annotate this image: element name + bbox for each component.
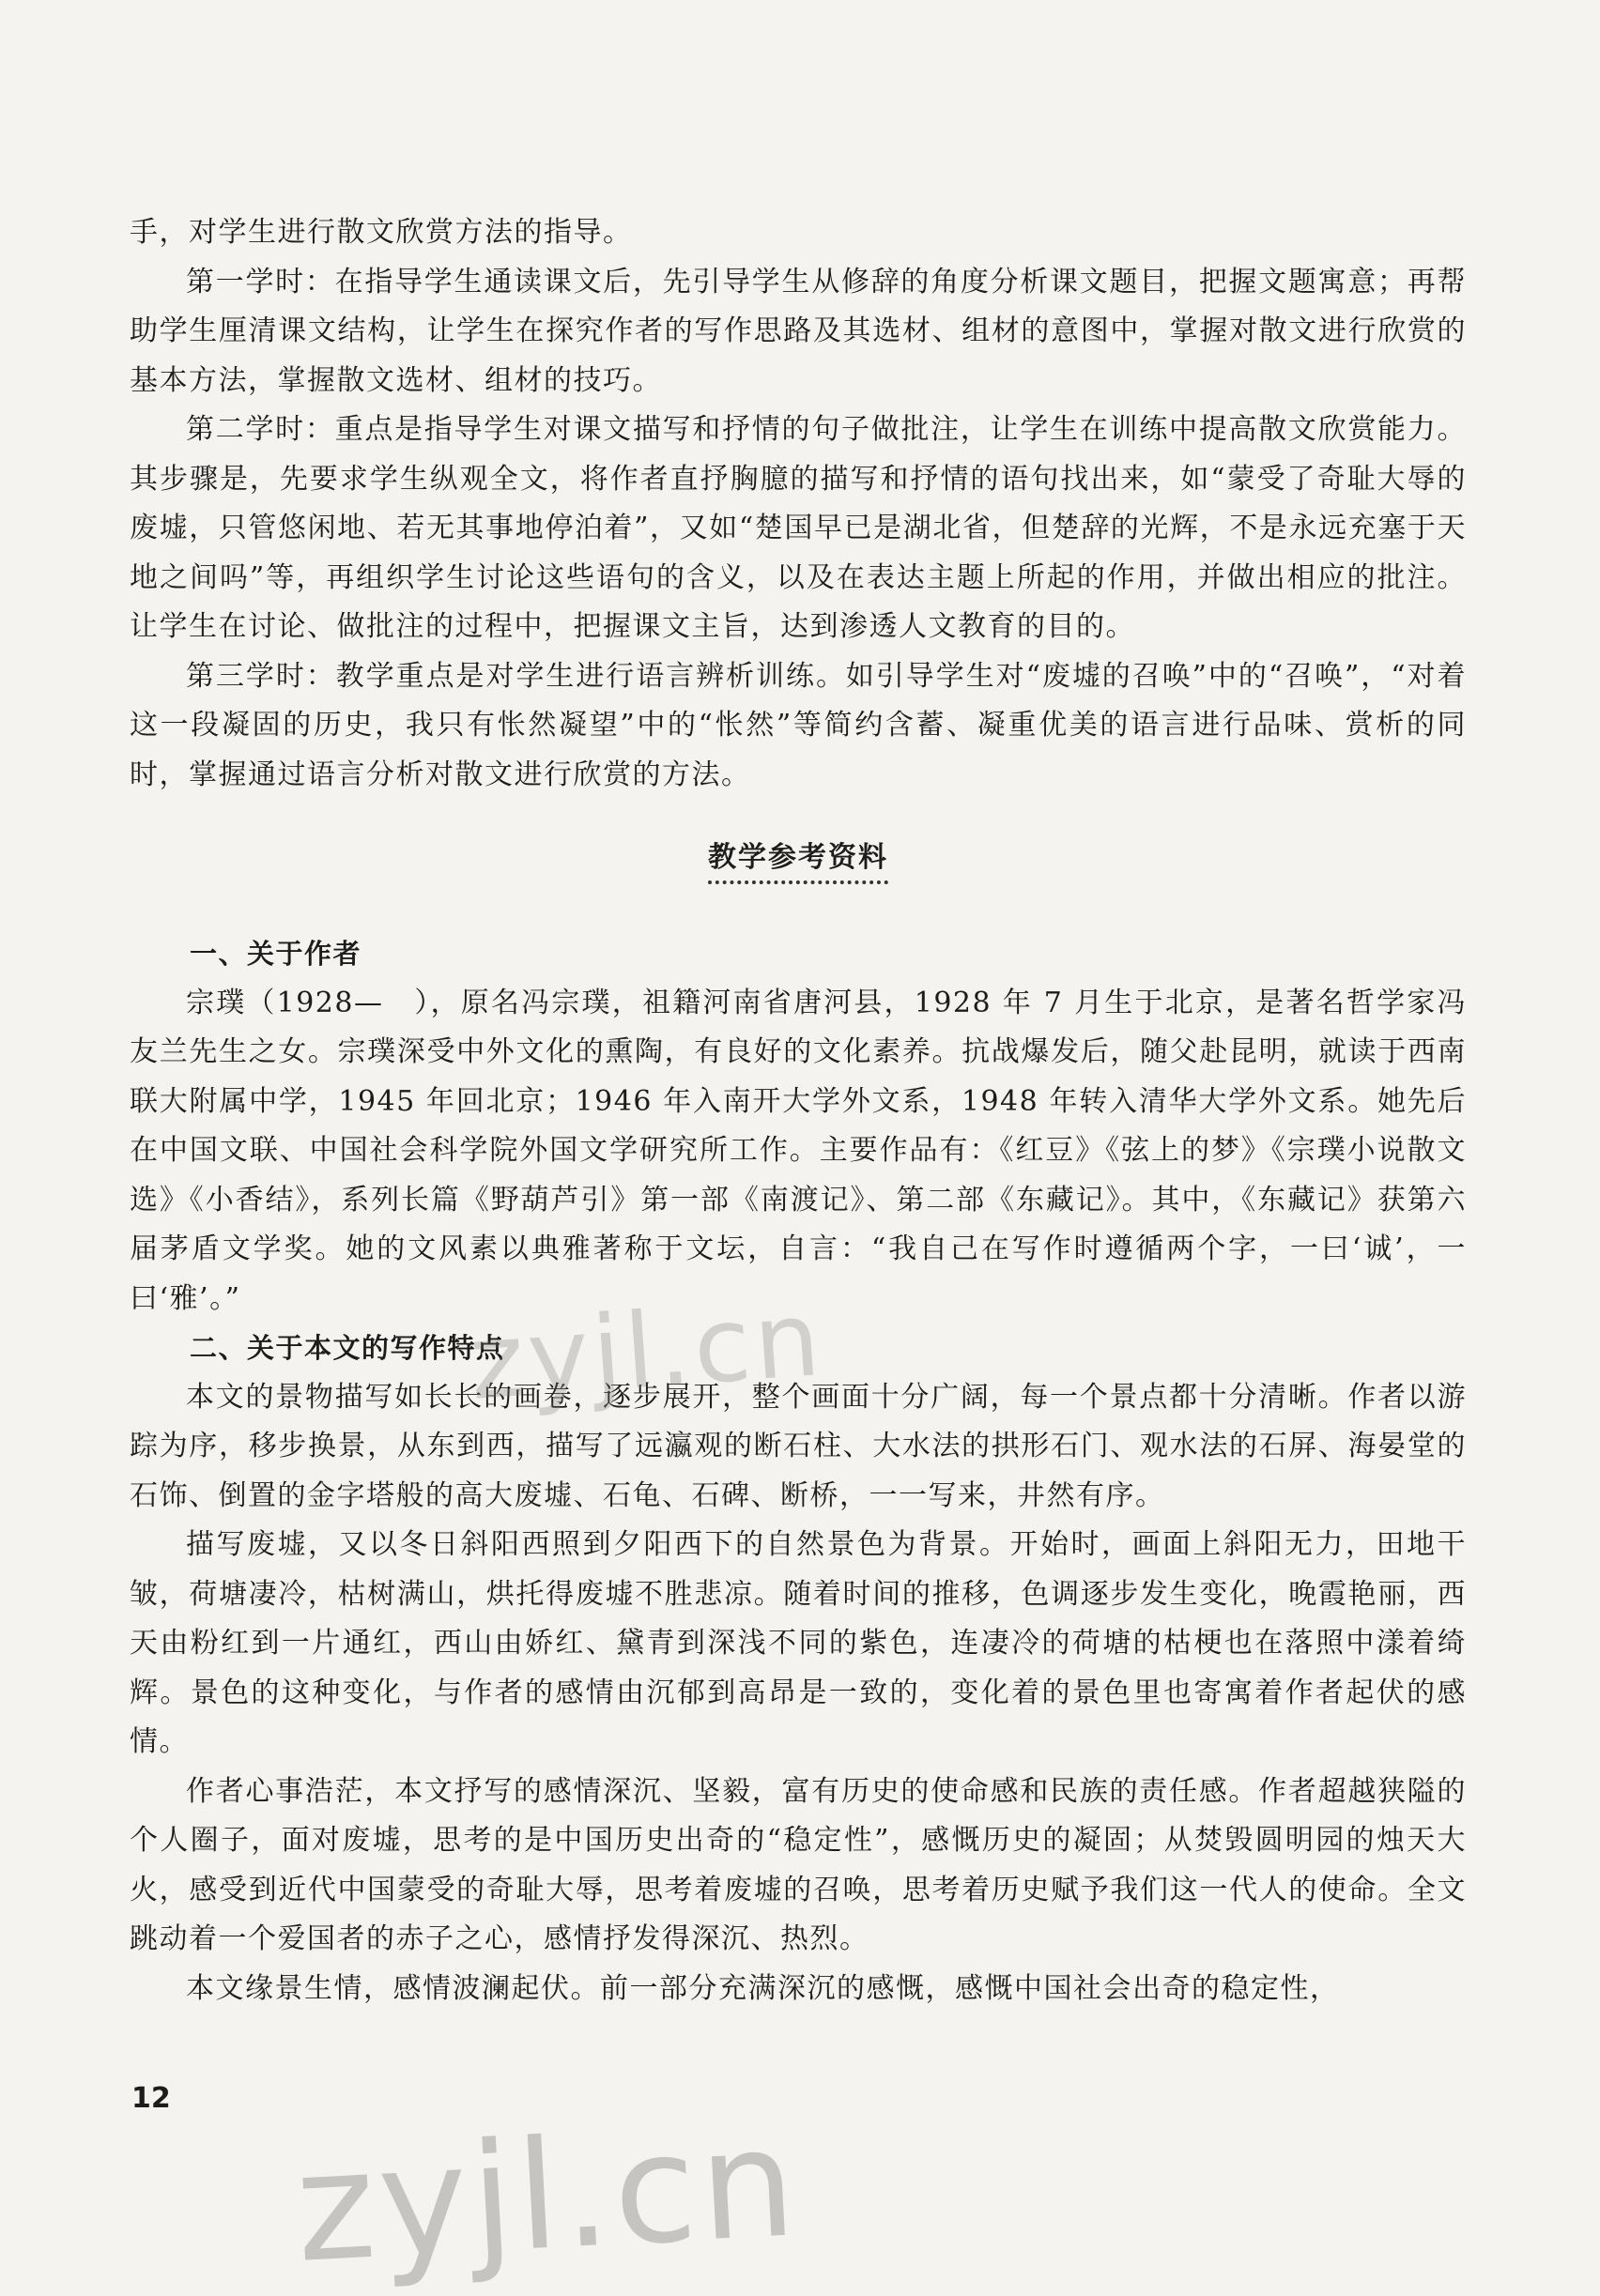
paragraph-emotion-waves: 本文缘景生情，感情波澜起伏。前一部分充满深沉的感慨，感慨中国社会出奇的稳定性， (186, 1971, 1340, 2005)
paragraph-author-bio: 宗璞（1928— ），原名冯宗璞，祖籍河南省唐河县，1928 年 7 月生于北京，是著名哲学家冯友兰先生之女。宗璞深受中外文化的熏陶，有良好的文化素养。抗战爆发后，随父赴昆明，就读于西南联大附属中学，1945 年回北京；1946 年入南开大学外文系，1948 年转入清华大学外文系。她先后在中国文联、中国社会科学院外国文学研究所工作。主要作品有：《红豆》《弦上的梦》《宗璞小说散文选》《小香结》，系列长篇《野葫芦引》第一部《南渡记》、第二部《东藏记》。其中，《东藏记》获第六届茅盾文学奖。她的文风素以典雅著称于文坛，自言：“我自己在写作时遵循两个字，一曰‘诚’，一曰‘雅’。” (130, 986, 1467, 1315)
page-content (130, 208, 1467, 2013)
paragraph-ruins-background: 描写废墟，又以冬日斜阳西照到夕阳西下的自然景色为背景。开始时，画面上斜阳无力，田地干皱，荷塘凄冷，枯树满山，烘托得废墟不胜悲凉。随着时间的推移，色调逐步发生变化，晚霞艳丽，西天由粉红到一片通红，西山由娇红、黛青到深浅不同的紫色，连凄冷的荷塘的枯梗也在落照中漾着绮辉。景色的这种变化，与作者的感情由沉郁到高昂是一致的，变化着的景色里也寄寓着作者起伏的感情。 (130, 1528, 1467, 1758)
paragraph-continued: 手，对学生进行散文欣赏方法的指导。 (130, 216, 633, 249)
paragraph-scenery: 本文的景物描写如长长的画卷，逐步展开，整个画面十分广阔，每一个景点都十分清晰。作者以游踪为序，移步换景，从东到西，描写了远瀛观的断石柱、大水法的拱形石门、观水法的石屏、海晏堂的石饰、倒置的金字塔般的高大废墟、石龟、石碑、断桥，一一写来，井然有序。 (130, 1380, 1467, 1512)
section-title-text: 教学参考资料 (708, 834, 888, 884)
subheading-writing-features: 二、关于本文的写作特点 (190, 1332, 505, 1364)
watermark-middle: zyjl.cn (465, 1278, 828, 1423)
subheading-about-author: 一、关于作者 (190, 938, 362, 970)
paragraph-first-lesson: 第一学时：在指导学生通读课文后，先引导学生从修辞的角度分析课文题目，把握文题寓意；再帮助学生厘清课文结构，让学生在探究作者的写作思路及其选材、组材的意图中，掌握对散文进行欣赏的基本方法，掌握散文选材、组材的技巧。 (130, 265, 1467, 397)
paragraph-second-lesson: 第二学时：重点是指导学生对课文描写和抒情的句子做批注，让学生在训练中提高散文欣赏能力。其步骤是，先要求学生纵观全文，将作者直抒胸臆的描写和抒情的语句找出来，如“蒙受了奇耻大辱的废墟，只管悠闲地、若无其事地停泊着”，又如“楚国早已是湖北省，但楚辞的光辉，不是永远充塞于天地之间吗”等，再组织学生讨论这些语句的含义，以及在表达主题上所起的作用，并做出相应的批注。让学生在讨论、做批注的过程中，把握课文主旨，达到渗透人文教育的目的。 (130, 413, 1467, 643)
section-title (130, 834, 1467, 884)
paragraph-third-lesson: 第三学时：教学重点是对学生进行语言辨析训练。如引导学生对“废墟的召唤”中的“召唤”，“对着这一段凝固的历史，我只有怅然凝望”中的“怅然”等简约含蓄、凝重优美的语言进行品味、赏析的同时，掌握通过语言分析对散文进行欣赏的方法。 (130, 659, 1467, 791)
watermark-bottom: zyjl.cn (291, 2094, 804, 2296)
page-number: 12 (131, 2082, 171, 2115)
paragraph-emotion: 作者心事浩茫，本文抒写的感情深沉、坚毅，富有历史的使命感和民族的责任感。作者超越狭隘的个人圈子，面对废墟，思考的是中国历史出奇的“稳定性”，感慨历史的凝固；从焚毁圆明园的烛天大火，感受到近代中国蒙受的奇耻大辱，思考着废墟的召唤，思考着历史赋予我们这一代人的使命。全文跳动着一个爱国者的赤子之心，感情抒发得深沉、热烈。 (130, 1774, 1467, 1955)
